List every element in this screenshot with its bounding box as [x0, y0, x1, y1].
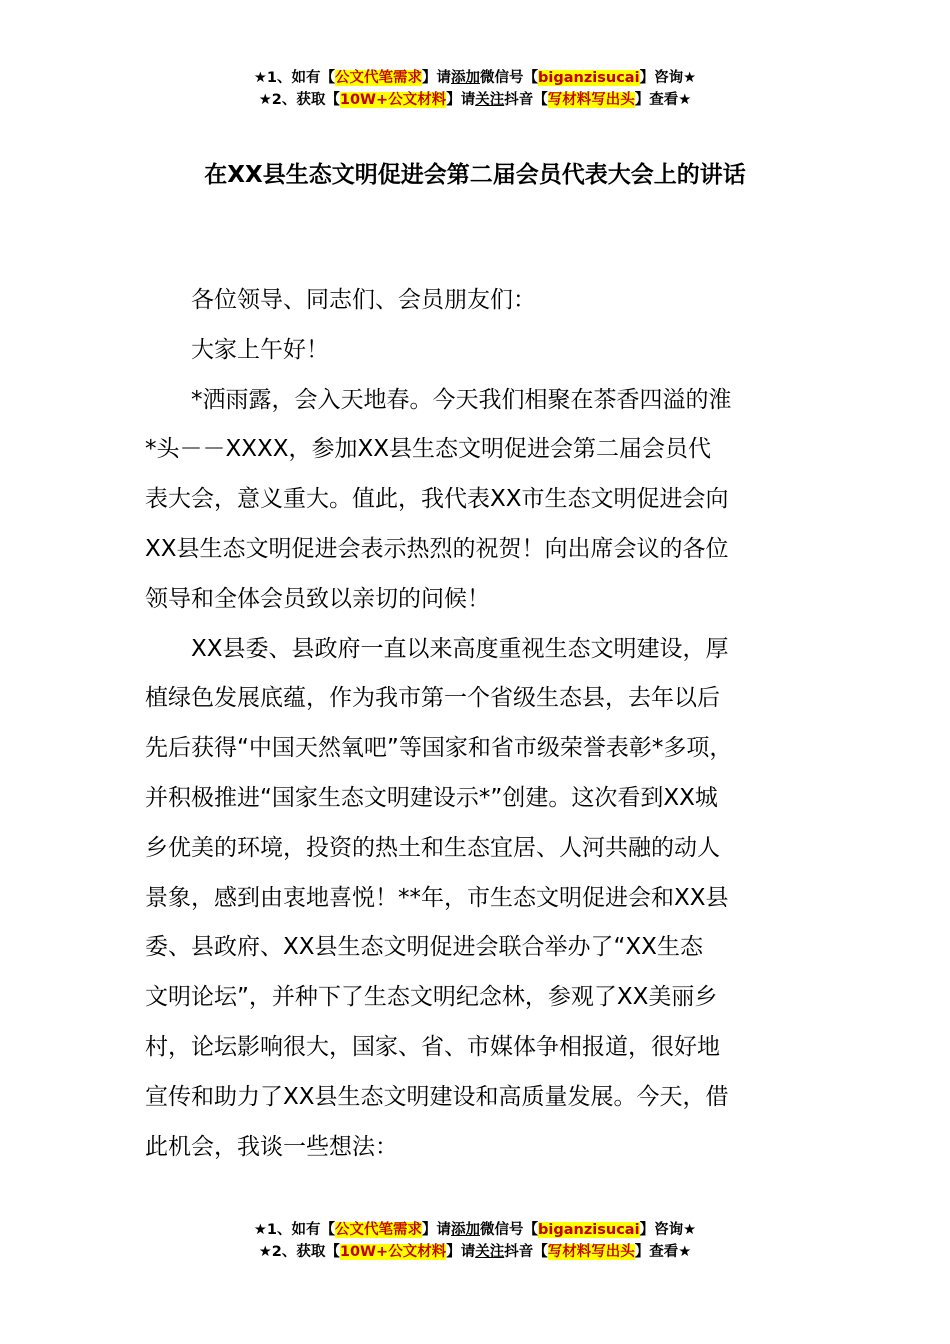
- body-line: 此机会，我谈一些想法：: [145, 1133, 398, 1160]
- body-line: 委、县政府、XX县生态文明促进会联合举办了“XX生态: [145, 934, 703, 961]
- page-title: 在XX县生态文明促进会第二届会员代表大会上的讲话: [204, 162, 746, 188]
- banner-text: ★2、获取【: [258, 92, 340, 108]
- banner-text: ★1、如有【: [253, 70, 336, 86]
- highlight-service: 公文代笔需求: [335, 1222, 423, 1238]
- body-line: 乡优美的环境，投资的热土和生态宜居、人河共融的动人: [145, 834, 720, 861]
- banner-emphasis: 关注: [475, 1244, 505, 1260]
- body-line: 先后获得“中国天然氧吧”等国家和省市级荣誉表彰*多项，: [145, 735, 733, 762]
- highlight-douyin-account: 写材料写出头: [547, 92, 635, 108]
- banner-text: 】请: [446, 92, 476, 108]
- body-line: 植绿色发展底蕴，作为我市第一个省级生态县，去年以后: [145, 685, 720, 712]
- banner-text: 微信号【: [480, 70, 539, 86]
- body-line: 景象，感到由衷地喜悦！**年，市生态文明促进会和XX县: [145, 884, 729, 911]
- speech-body: [145, 276, 810, 1172]
- footer-banner: [0, 1219, 950, 1263]
- body-line: 大家上午好！: [191, 336, 329, 363]
- body-line: 村，论坛影响很大，国家、省、市媒体争相报道，很好地: [145, 1033, 720, 1060]
- banner-text: 】查看★: [634, 92, 692, 108]
- banner-text: 抖音【: [504, 92, 548, 108]
- header-banner: [0, 67, 950, 111]
- body-line: XX县生态文明促进会表示热烈的祝贺！向出席会议的各位: [145, 535, 729, 562]
- banner-text: 】请: [446, 1244, 476, 1260]
- body-line: *头－－XXXX，参加XX县生态文明促进会第二届会员代: [145, 436, 712, 463]
- highlight-douyin-account: 写材料写出头: [547, 1244, 635, 1260]
- banner-line-1: [0, 67, 950, 89]
- banner-emphasis: 关注: [475, 92, 505, 108]
- body-line: 表大会，意义重大。值此，我代表XX市生态文明促进会向: [145, 486, 729, 513]
- body-line: 文明论坛”，并种下了生态文明纪念林，参观了XX美丽乡: [145, 984, 718, 1011]
- banner-text: 】请: [422, 70, 452, 86]
- banner-text: 】查看★: [634, 1244, 692, 1260]
- body-line: 宣传和助力了XX县生态文明建设和高质量发展。今天，借: [145, 1083, 729, 1110]
- banner-text: ★1、如有【: [253, 1222, 336, 1238]
- banner-text: ★2、获取【: [258, 1244, 340, 1260]
- banner-text: 抖音【: [504, 1244, 548, 1260]
- banner-emphasis: 添加: [451, 1222, 481, 1238]
- banner-line-2: [0, 89, 950, 111]
- banner-text: 】咨询★: [639, 70, 697, 86]
- banner-line-2: [0, 1241, 950, 1263]
- highlight-service: 公文代笔需求: [335, 70, 423, 86]
- banner-text: 微信号【: [480, 1222, 539, 1238]
- highlight-materials: 10W+公文材料: [339, 1244, 447, 1260]
- banner-line-1: [0, 1219, 950, 1241]
- banner-emphasis: 添加: [451, 70, 481, 86]
- highlight-wechat-id: biganzisucai: [538, 70, 640, 86]
- banner-text: 】请: [422, 1222, 452, 1238]
- highlight-materials: 10W+公文材料: [339, 92, 447, 108]
- body-line: *洒雨露，会入天地春。今天我们相聚在茶香四溢的淮: [191, 386, 732, 413]
- highlight-wechat-id: biganzisucai: [538, 1222, 640, 1238]
- banner-text: 】咨询★: [639, 1222, 697, 1238]
- body-line: 并积极推进“国家生态文明建设示*”创建。这次看到XX城: [145, 784, 718, 811]
- body-line: 各位领导、同志们、会员朋友们：: [191, 287, 536, 313]
- body-line: XX县委、县政府一直以来高度重视生态文明建设，厚: [191, 635, 729, 662]
- body-line: 领导和全体会员致以亲切的问候！: [145, 585, 490, 612]
